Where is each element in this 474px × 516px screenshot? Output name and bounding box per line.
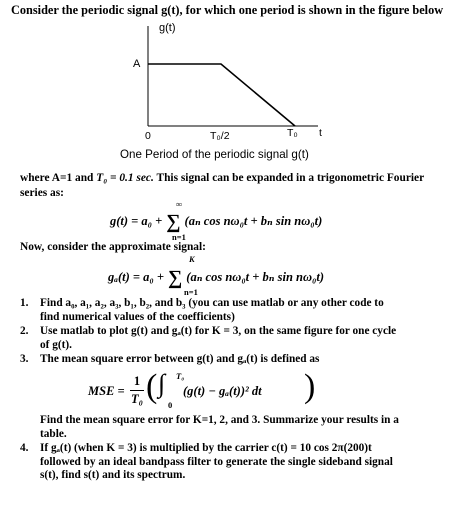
summation-symbol: ∑ <box>166 211 181 233</box>
eq2-lower-limit: n=1 <box>184 287 198 297</box>
eq2-body: (aₙ cos nω₀t + bₙ sin nω₀t) <box>186 270 325 284</box>
list-item-1: 1. Find a₀, a₁, a₂, a₃, b₁, b₂, and b₃ (you can use matlab or any other code to find numerical values of the coefficients) <box>20 297 384 323</box>
approx-series-equation <box>108 264 324 287</box>
eq1-body: (aₙ cos nω₀t + bₙ sin nω₀t) <box>184 214 323 228</box>
mse-lhs: MSE = <box>88 384 125 398</box>
eq1-upper-limit: ∞ <box>176 199 183 209</box>
integral-sign: ∫ <box>158 369 166 398</box>
eq1-lower-limit: n=1 <box>172 232 186 242</box>
y-axis-label: g(t) <box>159 22 176 34</box>
integral-lower-limit: 0 <box>168 400 173 410</box>
intro-text: where A=1 and <box>20 172 94 184</box>
tick-zero: 0 <box>145 130 151 142</box>
x-axis-label: t <box>319 127 322 139</box>
figure-caption: One Period of the periodic signal g(t) <box>120 148 309 161</box>
fourier-series-equation <box>110 208 322 231</box>
list-item-3: 3. The mean square error between g(t) and gₐ(t) is defined as <box>20 353 320 365</box>
signal-plot <box>118 22 348 130</box>
mse-fraction: 1 T₀ <box>131 374 143 406</box>
intro-text-2: series as: <box>20 187 64 199</box>
signal-figure <box>118 22 348 130</box>
amplitude-label: A <box>133 58 141 70</box>
intro-paragraph <box>20 171 465 201</box>
fraction-bar <box>130 390 144 391</box>
eq2-upper-limit: K <box>189 254 195 264</box>
list-item-2: 2. Use matlab to plot g(t) and gₐ(t) for K = 3, on the same figure for one cycle of g(t). <box>20 325 397 351</box>
big-paren-left: ( <box>146 368 158 405</box>
mse-integrand: (g(t) − gₐ(t))² dt <box>183 384 262 398</box>
integral-upper-limit: T₀ <box>176 371 185 381</box>
tick-half-period: T₀/2 <box>210 130 230 142</box>
intro-text-b: This signal can be expanded in a trigonometric Fourier <box>156 172 425 184</box>
summation-symbol-2: ∑ <box>168 267 183 289</box>
big-paren-right: ) <box>304 368 316 405</box>
list-item-3-continued: Find the mean square error for K=1, 2, and 3. Summarize your results in a table. <box>40 414 399 440</box>
eq1-lhs: g(t) = a₀ + <box>110 214 163 228</box>
eq2-lhs: gₐ(t) = a₀ + <box>108 270 165 284</box>
tick-period: T₀ <box>287 127 298 139</box>
period-value: T₀ = 0.1 sec. <box>96 172 154 184</box>
list-item-4: 4. If gₐ(t) (when K = 3) is multiplied by the carrier c(t) = 10 cos 2π(200)t followed by an ideal bandpass filter to generate the single sideband signal s(t), find s(t) and its spectrum. <box>20 442 393 481</box>
problem-header: Consider the periodic signal g(t), for which one period is shown in the figure below <box>11 3 444 17</box>
approx-intro: Now, consider the approximate signal: <box>20 241 206 253</box>
signal-trace <box>148 64 295 126</box>
